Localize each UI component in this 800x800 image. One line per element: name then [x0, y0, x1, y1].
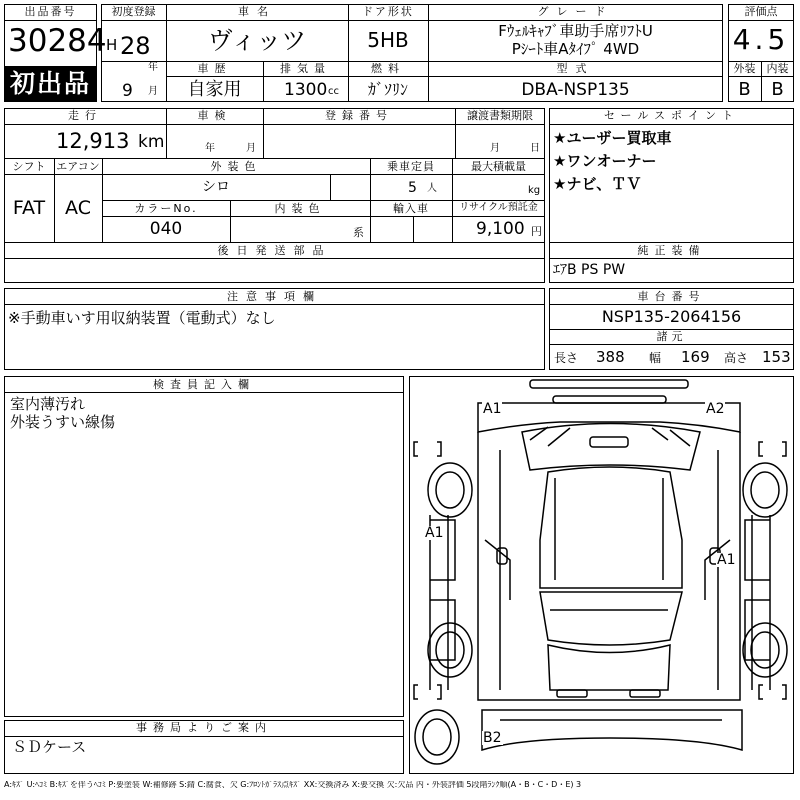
mileage-label: 走行	[68, 109, 102, 122]
inspector-note: 室内薄汚れ	[10, 395, 86, 413]
first-listing-badge: 初出品	[5, 66, 96, 101]
mileage-unit: km	[138, 132, 165, 152]
sales-points-label: セールスポイント	[603, 109, 739, 122]
equipment-label: 純正装備	[637, 244, 706, 257]
model: DBA-NSP135	[521, 80, 630, 100]
inspector-label: 検査員記入欄	[153, 378, 255, 391]
notes-label: 注意事項欄	[227, 290, 322, 303]
seats: 5	[408, 180, 417, 196]
height: 153	[762, 348, 791, 366]
load-label: 最大積載量	[471, 160, 526, 173]
color-no-label: カラーNo.	[134, 202, 198, 215]
chassis-label: 車台番号	[637, 290, 706, 303]
transfer-day-unit: 日	[530, 143, 540, 154]
displacement-unit: cc	[328, 86, 339, 97]
color: シロ	[202, 179, 230, 195]
equipment: ｴｱB PS PW	[553, 262, 626, 278]
shift-label: シフト	[12, 160, 46, 173]
era: H	[106, 36, 118, 54]
exterior-grade: B	[738, 79, 751, 100]
damage-mark-right-side: A1	[717, 552, 736, 568]
ac-label: エアコン	[56, 160, 100, 173]
load-unit: kg	[528, 185, 541, 196]
width: 169	[681, 348, 710, 366]
office-label: 事務局よりご案内	[136, 721, 272, 734]
displacement: 1300	[284, 80, 328, 100]
fuel: ｶﾞｿﾘﾝ	[367, 80, 408, 99]
lot-number: 30284	[8, 23, 107, 59]
grade-label: グレード	[537, 5, 614, 18]
car-name: ヴィッツ	[207, 26, 307, 55]
exterior-label: 外装	[733, 62, 756, 75]
inspection-label: 車検	[197, 109, 232, 122]
score: 4.5	[732, 23, 790, 56]
interior-color-label: 内装色	[274, 202, 326, 215]
length: 388	[596, 348, 625, 366]
interior-color-unit: 系	[353, 226, 364, 239]
damage-mark-front-left: A1	[483, 401, 502, 417]
damage-mark-left-side: A1	[425, 525, 444, 541]
fuel-label: 燃料	[371, 62, 405, 75]
reg-year: 28	[120, 32, 151, 60]
color-no: 040	[149, 219, 183, 239]
history-label: 車歴	[197, 62, 232, 75]
model-label: 型式	[556, 62, 595, 75]
recycle-label: リサイクル預託金	[459, 202, 538, 213]
score-label: 評価点	[744, 5, 778, 18]
transfer-month-unit: 月	[490, 143, 500, 154]
grade-line2: Pｼｰﾄ車Aﾀｲﾌﾟ 4WD	[511, 40, 640, 58]
recycle-unit: 円	[531, 225, 542, 238]
year-unit: 年	[148, 62, 158, 73]
ac: AC	[65, 197, 91, 219]
sales-point: ★ナビ、ＴＶ	[553, 175, 642, 193]
month-unit: 月	[148, 86, 158, 97]
history: 自家用	[187, 79, 242, 100]
transfer-label: 譲渡書類期限	[467, 109, 533, 122]
plate-label: 登録番号	[325, 109, 393, 122]
height-label: 高さ	[724, 351, 749, 365]
damage-mark-front-right: A2	[706, 401, 725, 417]
recycle: 9,100	[476, 219, 525, 239]
shift: FAT	[12, 197, 46, 219]
import-label: 輸入車	[393, 202, 429, 215]
damage-mark-rear: B2	[483, 730, 502, 746]
displacement-label: 排気量	[280, 62, 331, 75]
chassis: NSP135-2064156	[601, 307, 742, 326]
legend: A:ｷｽﾞ U:ﾍｺﾐ B:ｷｽﾞを伴うﾍｺﾐ P:要塗装 W:補修跡 S:錆 C:腐食、欠 G:ﾌﾛﾝﾄｶﾞﾗｽ点ｷｽﾞ XX:交換済み X:要交換 欠:欠品 内・外装評価 5段階ﾗﾝｸ順(A・B・C・D・E) 3	[4, 781, 582, 789]
width-label: 幅	[649, 351, 662, 365]
sales-point: ★ワンオーナー	[553, 152, 657, 170]
interior-grade: B	[771, 79, 784, 100]
inspection-month-unit: 月	[246, 143, 256, 154]
seats-label: 乗車定員	[387, 160, 435, 173]
color-label: 外装色	[210, 160, 262, 173]
sales-point: ★ユーザー買取車	[553, 129, 672, 147]
notes: ※手動車いす用収納装置（電動式）なし	[8, 309, 276, 327]
car-name-label: 車名	[238, 5, 276, 18]
specs-label: 諸元	[656, 330, 687, 343]
length-label: 長さ	[554, 351, 579, 365]
door: 5HB	[367, 28, 409, 52]
seats-unit: 人	[427, 183, 437, 194]
first-reg-label: 初度登録	[111, 5, 156, 18]
reg-month: 9	[122, 81, 133, 101]
lot-label: 出品番号	[24, 5, 77, 18]
later-parts-label: 後日発送部品	[217, 244, 332, 257]
grade-line1: Fｳｪﾙｷｬﾌﾞ車助手席ﾘﾌﾄU	[498, 22, 653, 40]
door-label: ドア形状	[362, 5, 414, 18]
inspector-note: 外装うすい線傷	[10, 413, 116, 431]
office-text: ＳＤケース	[12, 738, 87, 756]
mileage: 12,913	[56, 129, 130, 153]
inspection-year-unit: 年	[205, 143, 215, 154]
interior-label: 内装	[766, 62, 789, 75]
